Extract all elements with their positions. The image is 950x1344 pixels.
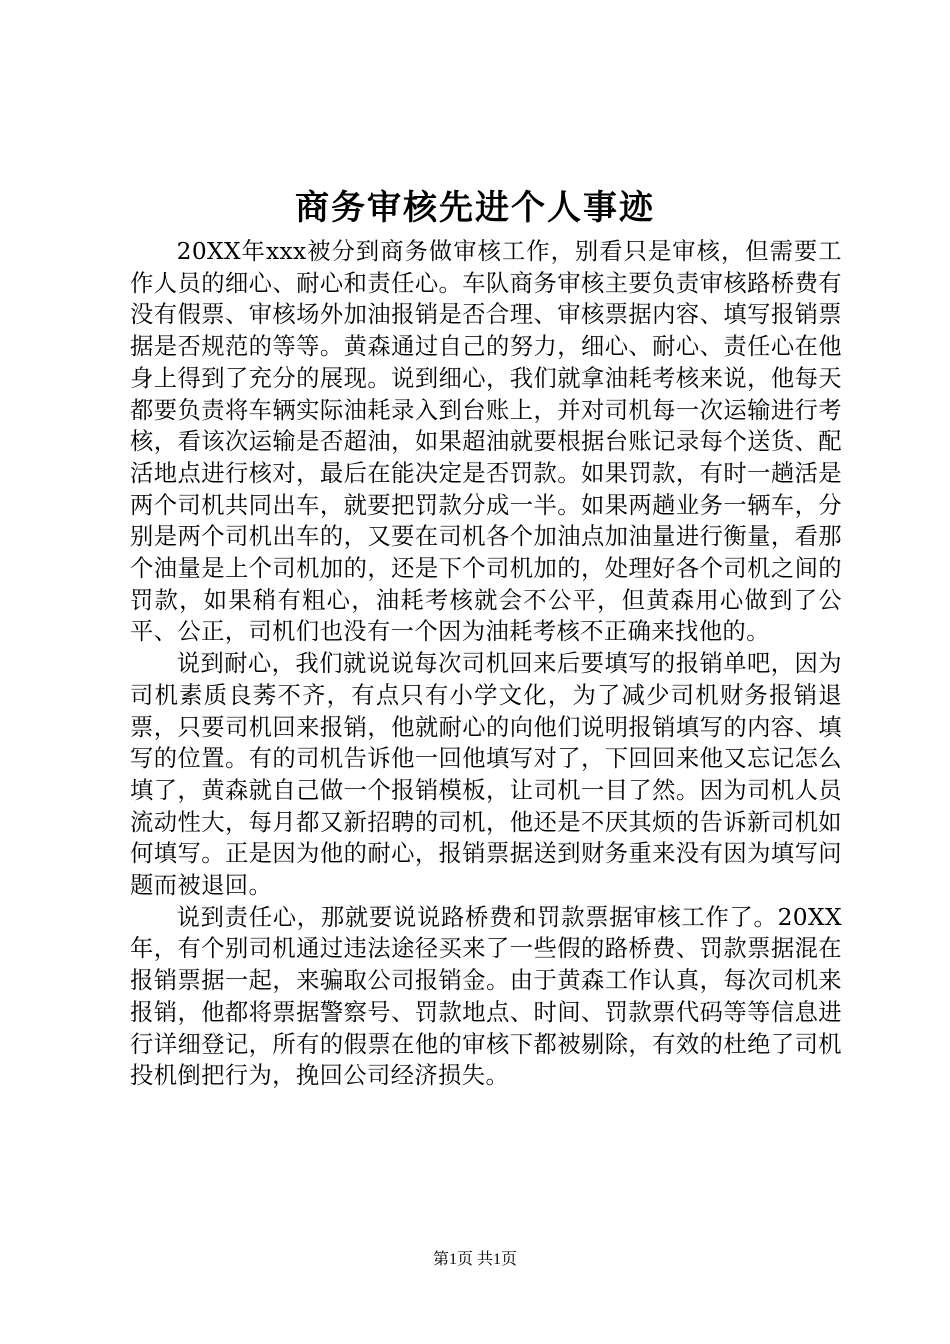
- paragraph-diligence: 20XX年xxx被分到商务做审核工作，别看只是审核，但需要工作人员的细心、耐心和责任心。车队商务审核主要负责审核路桥费有没有假票、审核场外加油报销是否合理、审核票据内容、填写报销票据是否规范的等等。黄森通过自己的努力，细心、耐心、责任心在他身上得到了充分的展现。说到细心，我们就拿油耗考核来说，他每天都要负责将车辆实际油耗录入到台账上，并对司机每一次运输进行考核，看该次运输是否超油，如果超油就要根据台账记录每个送货、配活地点进行核对，最后在能决定是否罚款。如果罚款，有时一趟活是两个司机共同出车，就要把罚款分成一半。如果两趟业务一辆车，分别是两个司机出车的，又要在司机各个加油点加油量进行衡量，看那个油量是上个司机加的，还是下个司机加的，处理好各个司机之间的罚款，如果稍有粗心，油耗考核就会不公平，但黄森用心做到了公平、公正，司机们也没有一个因为油耗考核不正确来找他的。: [130, 238, 842, 646]
- paragraph-responsibility: 说到责任心，那就要说说路桥费和罚款票据审核工作了。20XX年，有个别司机通过违法途径买来了一些假的路桥费、罚款票据混在报销票据一起，来骗取公司报销金。由于黄森工作认真，每次司机来报销，他都将票据警察号、罚款地点、时间、罚款票代码等等信息进行详细登记，所有的假票在他的审核下都被剔除，有效的杜绝了司机投机倒把行为，挽回公司经济损失。: [130, 903, 842, 1090]
- page-footer: 第1页 共1页: [432, 1251, 517, 1268]
- document-body: [130, 236, 842, 1092]
- document-title: 商务审核先进个人事迹: [295, 188, 655, 228]
- paragraph-patience: 说到耐心，我们就说说每次司机回来后要填写的报销单吧，因为司机素质良莠不齐，有点只有小学文化，为了减少司机财务报销退票，只要司机回来报销，他就耐心的向他们说明报销填写的内容、填写的位置。有的司机告诉他一回他填写对了，下回回来他又忘记怎么填了，黄森就自己做一个报销模板，让司机一目了然。因为司机人员流动性大，每月都又新招聘的司机，他还是不厌其烦的告诉新司机如何填写。正是因为他的耐心，报销票据送到财务重来没有因为填写问题而被退回。: [130, 650, 842, 900]
